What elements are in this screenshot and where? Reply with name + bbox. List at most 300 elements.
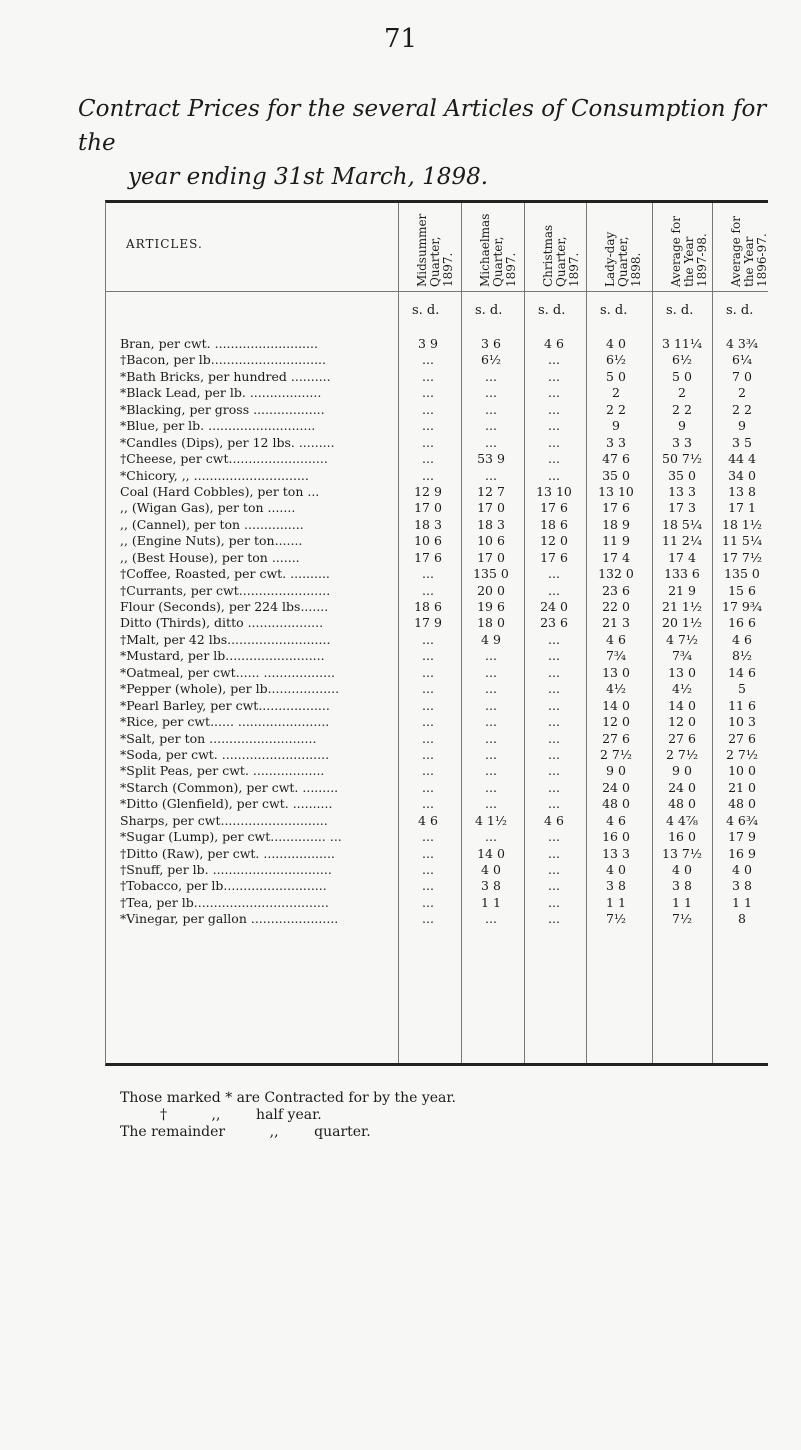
- price-cell: ...: [485, 829, 497, 845]
- price-cell: ...: [548, 582, 560, 598]
- column-header: Michaelmas Quarter, 1897.: [478, 213, 518, 287]
- price-cell: ...: [422, 418, 434, 434]
- price-cell: 17 6: [540, 500, 568, 516]
- price-cell: ...: [422, 648, 434, 664]
- price-cell: 8: [738, 911, 746, 927]
- article-name: †Cheese, per cwt.........................: [120, 451, 328, 467]
- article-name: *Sugar (Lump), per cwt.............. ...: [120, 829, 342, 845]
- articles-header: ARTICLES.: [126, 237, 203, 251]
- price-cell: 9: [738, 418, 746, 434]
- unit-label: s. d.: [600, 303, 628, 318]
- article-name: *Mustard, per lb.........................: [120, 648, 325, 664]
- price-cell: 6½: [671, 352, 693, 368]
- price-cell: 3 11¼: [662, 336, 702, 351]
- price-cell: 2 2: [672, 401, 692, 417]
- unit-label: s. d.: [475, 303, 503, 318]
- price-cell: 5 0: [606, 368, 626, 384]
- article-name: *Ditto (Glenfield), per cwt. ..........: [120, 796, 333, 812]
- price-cell: 3 3: [672, 434, 692, 450]
- article-name: ,, (Engine Nuts), per ton.......: [120, 533, 303, 549]
- table-row: [106, 500, 768, 516]
- table-row: [106, 698, 768, 714]
- price-cell: 12 0: [602, 714, 630, 730]
- price-cell: 4 6: [544, 336, 564, 351]
- price-table: [105, 200, 768, 1066]
- price-cell: 18 3: [414, 516, 442, 532]
- price-cell: 13 10: [598, 483, 634, 499]
- price-cell: ...: [485, 467, 497, 483]
- table-row: [106, 911, 768, 927]
- price-cell: 6¼: [731, 352, 753, 368]
- unit-label: s. d.: [726, 303, 754, 318]
- article-name: *Vinegar, per gallon ......................: [120, 911, 339, 927]
- price-cell: ...: [548, 368, 560, 384]
- price-cell: 13 0: [602, 664, 630, 680]
- price-cell: 3 3: [606, 434, 626, 450]
- price-cell: ...: [422, 352, 434, 368]
- price-cell: 17 4: [602, 549, 630, 565]
- price-cell: 3 8: [672, 878, 692, 894]
- article-name: Flour (Seconds), per 224 lbs.......: [120, 599, 329, 614]
- price-cell: 17 0: [477, 549, 505, 565]
- price-cell: ...: [548, 352, 560, 368]
- price-cell: ...: [485, 796, 497, 812]
- price-cell: 4 6: [606, 812, 626, 828]
- price-cell: 4 6: [606, 631, 626, 647]
- price-cell: 14 0: [477, 845, 505, 861]
- column-divider: [524, 203, 525, 1063]
- column-header: Average for the Year 1897-98.: [669, 216, 709, 287]
- price-cell: ...: [422, 451, 434, 467]
- price-cell: 18 6: [414, 599, 442, 614]
- price-cell: 2 7½: [726, 746, 758, 762]
- price-cell: ...: [548, 401, 560, 417]
- article-name: †Tobacco, per lb..........................: [120, 878, 327, 894]
- price-cell: ...: [422, 779, 434, 795]
- column-divider: [652, 203, 653, 1063]
- price-cell: ...: [422, 664, 434, 680]
- table-row: [106, 731, 768, 747]
- price-cell: 35 0: [668, 467, 696, 483]
- price-cell: 16 9: [728, 845, 756, 861]
- price-cell: 10 0: [728, 763, 756, 779]
- price-cell: 4 0: [606, 336, 626, 351]
- price-cell: 9: [612, 418, 620, 434]
- table-row: [106, 829, 768, 845]
- column-divider: [461, 203, 462, 1063]
- price-cell: ...: [548, 911, 560, 927]
- price-cell: ...: [548, 566, 560, 582]
- footnote-line: † ,, half year.: [120, 1107, 322, 1123]
- article-name: ,, (Best House), per ton .......: [120, 549, 300, 565]
- price-cell: ...: [422, 878, 434, 894]
- footnote-line: The remainder ,, quarter.: [120, 1124, 371, 1140]
- price-cell: ...: [485, 434, 497, 450]
- price-cell: 2: [738, 385, 746, 401]
- price-cell: ...: [422, 385, 434, 401]
- price-cell: 12 7: [477, 483, 505, 499]
- article-name: *Oatmeal, per cwt...... ..................: [120, 664, 336, 680]
- table-row: [106, 780, 768, 796]
- price-cell: 11 5¼: [722, 533, 762, 549]
- price-cell: 21 1½: [662, 599, 702, 614]
- price-cell: ...: [422, 434, 434, 450]
- price-cell: 17 0: [477, 500, 505, 516]
- article-name: †Snuff, per lb. ..............................: [120, 862, 332, 877]
- price-cell: 17 9: [728, 829, 756, 845]
- unit-label: s. d.: [412, 303, 440, 318]
- price-cell: 17 7½: [722, 549, 762, 565]
- price-cell: 48 0: [728, 796, 756, 812]
- price-cell: ...: [548, 631, 560, 647]
- price-cell: ...: [548, 796, 560, 812]
- price-cell: ...: [548, 746, 560, 762]
- price-cell: 3 6: [481, 336, 501, 351]
- price-cell: ...: [422, 763, 434, 779]
- table-row: [106, 862, 768, 878]
- price-cell: ...: [548, 434, 560, 450]
- table-row: [106, 599, 768, 615]
- price-cell: 22 0: [602, 599, 630, 614]
- price-cell: ...: [485, 714, 497, 730]
- table-row: [106, 566, 768, 582]
- price-cell: 24 0: [668, 779, 696, 795]
- price-cell: 17 4: [668, 549, 696, 565]
- price-cell: 4 0: [606, 862, 626, 877]
- price-cell: 4 6: [732, 631, 752, 647]
- price-cell: 3 9: [418, 336, 438, 351]
- price-cell: ...: [422, 582, 434, 598]
- price-cell: ...: [548, 467, 560, 483]
- price-cell: 9: [678, 418, 686, 434]
- price-cell: 13 0: [668, 664, 696, 680]
- price-cell: 17 0: [414, 500, 442, 516]
- price-cell: 3 8: [732, 878, 752, 894]
- price-cell: ...: [422, 862, 434, 877]
- article-name: *Split Peas, per cwt. ..................: [120, 763, 325, 779]
- price-cell: 14 0: [668, 697, 696, 713]
- article-name: *Soda, per cwt. ...........................: [120, 746, 330, 762]
- price-cell: 11 2¼: [662, 533, 702, 549]
- table-body: [106, 336, 768, 928]
- article-name: Ditto (Thirds), ditto ...................: [120, 615, 324, 631]
- price-cell: ...: [422, 845, 434, 861]
- article-name: ,, (Wigan Gas), per ton .......: [120, 500, 296, 516]
- table-row: [106, 533, 768, 549]
- table-row: [106, 796, 768, 812]
- price-cell: 4 0: [672, 862, 692, 877]
- price-cell: ...: [422, 566, 434, 582]
- price-cell: ...: [422, 714, 434, 730]
- price-cell: 21 9: [668, 582, 696, 598]
- price-cell: 2 7½: [666, 746, 698, 762]
- price-cell: 8½: [731, 648, 753, 664]
- price-cell: 17 1: [728, 500, 756, 516]
- price-cell: 4 3¾: [726, 336, 758, 351]
- price-cell: 13 10: [536, 483, 572, 499]
- price-cell: ...: [548, 664, 560, 680]
- table-row: [106, 632, 768, 648]
- price-cell: 7½: [671, 911, 693, 927]
- price-cell: ...: [422, 746, 434, 762]
- article-name: †Bacon, per lb.............................: [120, 352, 326, 368]
- price-cell: 18 6: [540, 516, 568, 532]
- price-cell: 53 9: [477, 451, 505, 467]
- price-cell: 4 9: [481, 631, 501, 647]
- price-cell: 7 0: [732, 368, 752, 384]
- article-name: *Salt, per ton ...........................: [120, 730, 317, 746]
- price-cell: 20 0: [477, 582, 505, 598]
- price-cell: 13 3: [602, 845, 630, 861]
- price-cell: ...: [485, 664, 497, 680]
- price-cell: 48 0: [602, 796, 630, 812]
- price-cell: ...: [485, 697, 497, 713]
- price-cell: 10 3: [728, 714, 756, 730]
- price-cell: ...: [485, 746, 497, 762]
- price-cell: 13 3: [668, 483, 696, 499]
- price-cell: 23 6: [540, 615, 568, 631]
- table-row: [106, 665, 768, 681]
- price-cell: ...: [548, 763, 560, 779]
- article-name: *Black Lead, per lb. ..................: [120, 385, 322, 401]
- price-cell: 4 0: [481, 862, 501, 877]
- article-name: *Pepper (whole), per lb..................: [120, 681, 340, 697]
- price-cell: ...: [422, 894, 434, 910]
- price-cell: 2 7½: [600, 746, 632, 762]
- price-cell: 18 1½: [722, 516, 762, 532]
- price-cell: 21 0: [728, 779, 756, 795]
- price-cell: ...: [548, 451, 560, 467]
- table-row: [106, 846, 768, 862]
- table-row: [106, 385, 768, 401]
- price-cell: 12 0: [668, 714, 696, 730]
- price-cell: 6½: [605, 352, 627, 368]
- price-cell: 4 4⅞: [666, 812, 698, 828]
- unit-label: s. d.: [666, 303, 694, 318]
- page-title: [78, 92, 778, 194]
- footnote-line: Those marked * are Contracted for by the year.: [120, 1090, 457, 1106]
- article-name: *Pearl Barley, per cwt..................: [120, 697, 330, 713]
- table-row: [106, 681, 768, 697]
- table-row: [106, 878, 768, 894]
- price-cell: 14 0: [602, 697, 630, 713]
- price-cell: 17 9¾: [722, 599, 762, 614]
- price-cell: ...: [422, 681, 434, 697]
- table-row: [106, 714, 768, 730]
- price-cell: ...: [485, 730, 497, 746]
- price-cell: 2 2: [732, 401, 752, 417]
- column-header: Lady-day Quarter, 1898.: [603, 231, 643, 287]
- units-row: [106, 303, 768, 319]
- price-cell: 47 6: [602, 451, 630, 467]
- price-cell: ...: [422, 697, 434, 713]
- price-cell: 13 7½: [662, 845, 702, 861]
- price-cell: ...: [422, 911, 434, 927]
- price-cell: 2: [612, 385, 620, 401]
- article-name: ,, (Cannel), per ton ...............: [120, 516, 304, 532]
- price-cell: 17 9: [414, 615, 442, 631]
- article-name: †Coffee, Roasted, per cwt. ..........: [120, 566, 330, 582]
- price-cell: 3 5: [732, 434, 752, 450]
- price-cell: 1 1: [481, 894, 501, 910]
- article-name: Sharps, per cwt...........................: [120, 812, 328, 828]
- price-cell: ...: [548, 862, 560, 877]
- table-row: [106, 895, 768, 911]
- price-cell: 17 6: [414, 549, 442, 565]
- price-cell: 12 0: [540, 533, 568, 549]
- column-divider: [712, 203, 713, 1063]
- price-cell: ...: [485, 648, 497, 664]
- article-name: *Bath Bricks, per hundred ..........: [120, 368, 331, 384]
- article-name: †Currants, per cwt.......................: [120, 582, 331, 598]
- table-row: [106, 615, 768, 631]
- column-divider: [398, 203, 399, 1063]
- price-cell: ...: [422, 631, 434, 647]
- page-number: 71: [383, 24, 418, 54]
- price-cell: 24 0: [602, 779, 630, 795]
- price-cell: 16 0: [668, 829, 696, 845]
- price-cell: 10 6: [477, 533, 505, 549]
- price-cell: 4 6¾: [726, 812, 758, 828]
- price-cell: 50 7½: [662, 451, 702, 467]
- unit-label: s. d.: [538, 303, 566, 318]
- article-name: *Blue, per lb. ...........................: [120, 418, 316, 434]
- table-row: [106, 418, 768, 434]
- price-cell: 34 0: [728, 467, 756, 483]
- column-header: Christmas Quarter, 1897.: [541, 224, 581, 287]
- price-cell: 4 6: [418, 812, 438, 828]
- price-cell: ...: [548, 730, 560, 746]
- price-cell: ...: [485, 911, 497, 927]
- price-cell: 5: [738, 681, 746, 697]
- price-cell: ...: [485, 779, 497, 795]
- price-cell: 15 6: [728, 582, 756, 598]
- price-cell: 12 9: [414, 483, 442, 499]
- price-cell: 135 0: [724, 566, 760, 582]
- price-cell: 14 6: [728, 664, 756, 680]
- table-row: [106, 550, 768, 566]
- price-cell: ...: [548, 648, 560, 664]
- price-cell: ...: [485, 368, 497, 384]
- price-cell: 132 0: [598, 566, 634, 582]
- article-name: *Blacking, per gross ..................: [120, 401, 325, 417]
- price-cell: ...: [422, 796, 434, 812]
- price-cell: 1 1: [732, 894, 752, 910]
- price-cell: ...: [548, 894, 560, 910]
- price-cell: 4 0: [732, 862, 752, 877]
- price-cell: 4½: [605, 681, 627, 697]
- price-cell: 7¾: [671, 648, 693, 664]
- price-cell: 48 0: [668, 796, 696, 812]
- table-row: [106, 484, 768, 500]
- price-cell: 2 2: [606, 401, 626, 417]
- price-cell: 17 6: [602, 500, 630, 516]
- price-cell: 135 0: [473, 566, 509, 582]
- price-cell: 4½: [671, 681, 693, 697]
- table-row: [106, 451, 768, 467]
- price-cell: ...: [422, 368, 434, 384]
- price-cell: 4 6: [544, 812, 564, 828]
- price-cell: ...: [548, 779, 560, 795]
- price-cell: 4 7½: [666, 631, 698, 647]
- price-cell: 10 6: [414, 533, 442, 549]
- price-cell: 3 8: [606, 878, 626, 894]
- price-cell: 18 3: [477, 516, 505, 532]
- column-header: Average for the Year 1896-97.: [729, 216, 769, 287]
- price-cell: ...: [485, 401, 497, 417]
- price-cell: 7¾: [605, 648, 627, 664]
- price-cell: 44 4: [728, 451, 756, 467]
- price-cell: ...: [422, 829, 434, 845]
- table-row: [106, 813, 768, 829]
- title-line-1: Contract Prices for the several Articles of Consumption for the: [78, 96, 767, 156]
- price-cell: 19 6: [477, 599, 505, 614]
- price-cell: ...: [485, 418, 497, 434]
- table-row: [106, 402, 768, 418]
- price-cell: 16 6: [728, 615, 756, 631]
- article-name: †Ditto (Raw), per cwt. ..................: [120, 845, 335, 861]
- price-cell: 5 0: [672, 368, 692, 384]
- price-cell: 20 1½: [662, 615, 702, 631]
- price-cell: ...: [422, 467, 434, 483]
- table-row: [106, 583, 768, 599]
- footnotes: [120, 1090, 456, 1141]
- price-cell: ...: [548, 829, 560, 845]
- price-cell: ...: [548, 385, 560, 401]
- article-name: Bran, per cwt. ..........................: [120, 336, 318, 351]
- article-name: *Starch (Common), per cwt. .........: [120, 779, 339, 795]
- article-name: Coal (Hard Cobbles), per ton ...: [120, 483, 320, 499]
- table-row: [106, 517, 768, 533]
- price-cell: 11 9: [602, 533, 630, 549]
- article-name: †Malt, per 42 lbs..........................: [120, 631, 331, 647]
- price-cell: ...: [485, 681, 497, 697]
- price-cell: 17 3: [668, 500, 696, 516]
- article-name: *Chicory, ,, .............................: [120, 467, 309, 483]
- table-row: [106, 336, 768, 352]
- price-cell: ...: [548, 878, 560, 894]
- price-cell: 18 9: [602, 516, 630, 532]
- price-cell: ...: [485, 763, 497, 779]
- price-cell: 2: [678, 385, 686, 401]
- price-cell: 35 0: [602, 467, 630, 483]
- header-divider: [106, 291, 768, 292]
- column-divider: [586, 203, 587, 1063]
- price-cell: 9 0: [672, 763, 692, 779]
- price-cell: 1 1: [606, 894, 626, 910]
- price-cell: 13 8: [728, 483, 756, 499]
- table-row: [106, 763, 768, 779]
- price-cell: 24 0: [540, 599, 568, 614]
- price-cell: 11 6: [728, 697, 756, 713]
- price-cell: ...: [548, 714, 560, 730]
- price-cell: ...: [548, 697, 560, 713]
- price-cell: 18 0: [477, 615, 505, 631]
- price-cell: 133 6: [664, 566, 700, 582]
- article-name: †Tea, per lb..................................: [120, 894, 329, 910]
- price-cell: 27 6: [668, 730, 696, 746]
- price-cell: 6½: [480, 352, 502, 368]
- price-cell: 7½: [605, 911, 627, 927]
- title-line-2: year ending 31st March, 1898.: [128, 164, 489, 190]
- price-cell: 4 1½: [475, 812, 507, 828]
- price-cell: 9 0: [606, 763, 626, 779]
- table-row: [106, 747, 768, 763]
- price-cell: 1 1: [672, 894, 692, 910]
- table-row: [106, 352, 768, 368]
- price-cell: 27 6: [602, 730, 630, 746]
- table-row: [106, 369, 768, 385]
